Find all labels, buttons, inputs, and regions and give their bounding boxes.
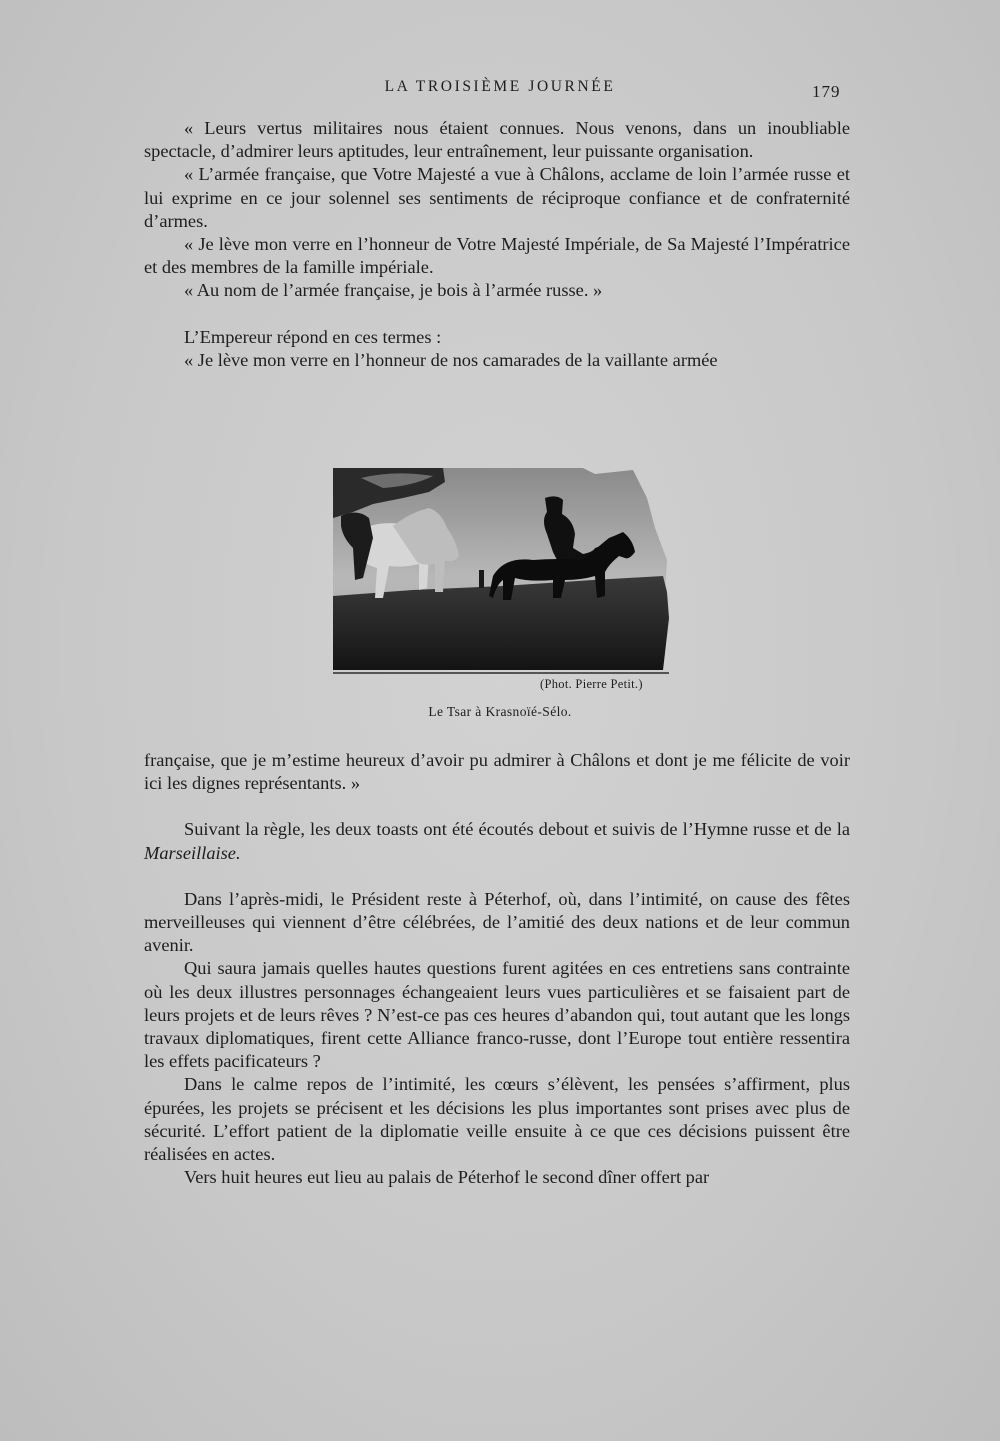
italic-title: Marseillaise. [144,842,241,863]
paragraph: Qui saura jamais quelles hautes questions furent agitées en ces entretiens sans contrainte où les deux illustres personnages échangeaient leurs vues particulières et se faisaient part de leurs projets et de leurs rêves ? N’est-ce pas ces heures d’abandon qui, tout autant que les longs travaux diplomatiques, firent cette Alliance franco-russe, dont l’Europe tout entière ressentira les effets pacificateurs ? [144,958,850,1072]
page-number: 179 [812,82,841,101]
paragraph: L’Empereur répond en ces termes : [184,326,442,347]
paragraph: Vers huit heures eut lieu au palais de Péterhof le second dîner offert par [184,1167,710,1188]
paragraph: « Leurs vertus militaires nous étaient connues. Nous venons, dans un inoubliable spectacle, d’admirer leurs aptitudes, leur entraînement, leur puissante organisation. [144,118,850,162]
photo-credit: (Phot. Pierre Petit.) [540,677,643,691]
paragraph: Dans l’après-midi, le Président reste à Péterhof, où, dans l’intimité, on cause des fêtes merveilleuses qui viennent d’être célébrées, de l’amitié des deux nations et de leur commun avenir. [144,888,850,956]
running-title: LA TROISIÈME JOURNÉE [384,78,616,95]
lower-text-block [144,749,850,1189]
paragraph: « L’armée française, que Votre Majesté a vue à Châlons, acclame de loin l’armée russe et lui exprime en ce jour solennel ses sentiments de réciproque confiance et de confraternité d’armes. [144,164,850,231]
paragraph-text: Suivant la règle, les deux toasts ont été écoutés debout et suivis de l’Hymne russe et de la [184,819,850,840]
paragraph: « Je lève mon verre en l’honneur de nos camarades de la vaillante armée [184,349,718,370]
paragraph: française, que je m’estime heureux d’avoir pu admirer à Châlons et dont je me félicite de voir ici les dignes représentants. » [144,750,850,794]
paragraph: Dans le calme repos de l’intimité, les cœurs s’élèvent, les pensées s’affirment, plus épurées, les projets se précisent et les décisions les plus importantes sont prises avec plus de sécurité. L’effort patient de la diplomatie veille ensuite à ce que ces décisions puissent être réalisées en actes. [144,1074,850,1165]
paragraph: « Je lève mon verre en l’honneur de Votre Majesté Impériale, de Sa Majesté l’Impératrice et des membres de la famille impériale. [144,234,850,278]
paragraph [144,818,850,864]
upper-text-block [144,117,850,372]
paragraph: « Au nom de l’armée française, je bois à l’armée russe. » [184,280,603,301]
figure-caption: Le Tsar à Krasnoïé-Sélo. [428,704,572,719]
photograph-tsar-on-horseback [333,468,669,674]
